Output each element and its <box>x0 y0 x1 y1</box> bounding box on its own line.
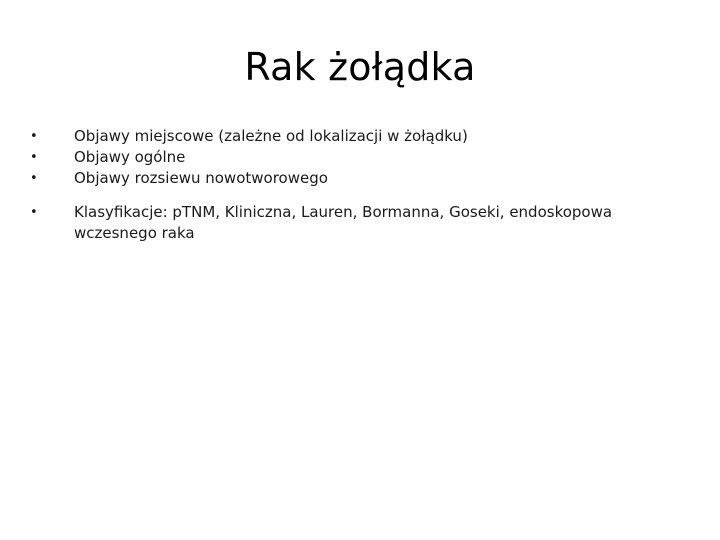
bullet-text: Objawy miejscowe (zależne od lokalizacji w żołądku) <box>74 127 468 145</box>
bullet-icon: • <box>30 129 38 144</box>
bullet-icon: • <box>30 171 38 186</box>
bullet-text: Objawy ogólne <box>74 148 186 166</box>
bullet-icon: • <box>30 150 38 165</box>
bullet-list <box>26 126 696 244</box>
slide-title: Rak żołądka <box>244 45 476 89</box>
bullet-item <box>26 126 696 147</box>
bullet-text: Objawy rozsiewu nowotworowego <box>74 169 328 187</box>
bullet-item <box>26 147 696 168</box>
bullet-item <box>26 168 696 189</box>
bullet-text: Klasyfikacje: pTNM, Kliniczna, Lauren, Bormanna, Goseki, endoskopowa wczesnego raka <box>74 203 613 242</box>
bullet-item <box>26 202 696 244</box>
bullet-icon: • <box>30 205 38 220</box>
